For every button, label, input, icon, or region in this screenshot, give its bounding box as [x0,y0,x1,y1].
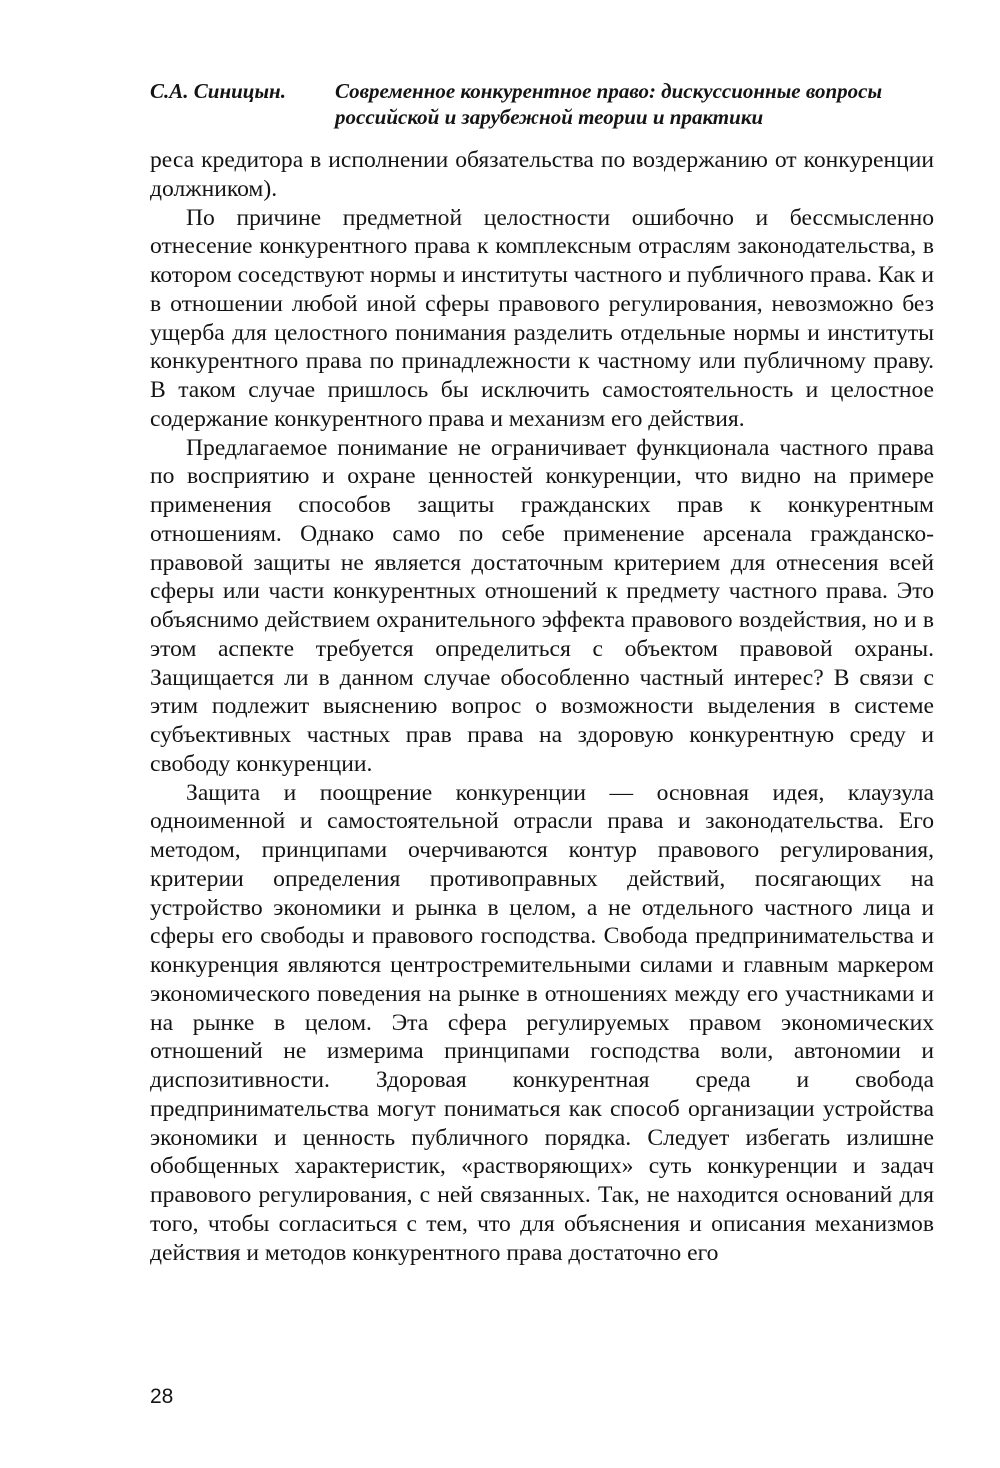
paragraph: Предлагаемое понимание не ограничивает функционала частного права по восприятию и охране ценностей конкуренции, что видно на примере применения способов защиты гражданских прав к конкурентным отношениям. Однако само по себе применение арсенала гражданско-правовой защиты не является достаточным критерием для отнесения всей сферы или части конкурентных отношений к предмету частного права. Это объяснимо действием охранительного эффекта правового воздействия, но и в этом аспекте требуется определиться с объектом правовой охраны. Защищается ли в данном случае обособленно частный интерес? В связи с этим подлежит выяснению вопрос о возможности выделения в системе субъективных частных прав права на здоровую конкурентную среду и свободу конкуренции. [150,434,934,777]
header-title-line-2: российской и зарубежной теории и практики [335,105,764,129]
header-author: С.А. Синицын. [150,79,286,103]
paragraph: Защита и поощрение конкуренции — основная идея, клаузула одноименной и самостоятельной отрасли права и законодательства. Его методом, принципами очерчиваются контур правового регулирования, критерии определения противоправных действий, посягающих на устройство экономики и рынка в целом, а не отдельного частного лица и сферы его свободы и правового господства. Свобода предпринимательства и конкуренция являются центростремительными силами и главным маркером экономического поведения на рынке в отношениях между его участниками и на рынке в целом. Эта сфера регулируемых правом экономических отношений не измерима принципами господства воли, автономии и диспозитивности. Здоровая конкурентная среда и свобода предпринимательства могут пониматься как способ организации устройства экономики и ценность публичного порядка. Следует избегать излишне обобщенных характеристик, «растворяющих» суть конкуренции и задач правового регулирования, с ней связанных. Так, не находится оснований для того, чтобы согласиться с тем, что для объяснения и описания механизмов действия и методов конкурентного права достаточно его [150,779,934,1266]
header-book-title [335,78,935,130]
page-number: 28 [150,1385,174,1408]
body-text [150,146,934,1267]
paragraph-continued: реса кредитора в исполнении обязательства по воздержанию от конкуренции должником). [150,147,934,202]
header-title-line-1: Современное конкурентное право: дискуссионные вопросы [335,79,883,103]
paragraph: По причине предметной целостности ошибочно и бессмысленно отнесение конкурентного права к комплексным отраслям законодательства, в котором соседствуют нормы и институты частного и публичного права. Как и в отношении любой иной сферы правового регулирования, невозможно без ущерба для целостного понимания разделить отдельные нормы и институты конкурентного права по принадлежности к частному или публичному праву. В таком случае пришлось бы исключить самостоятельность и целостное содержание конкурентного права и механизм его действия. [150,204,934,432]
